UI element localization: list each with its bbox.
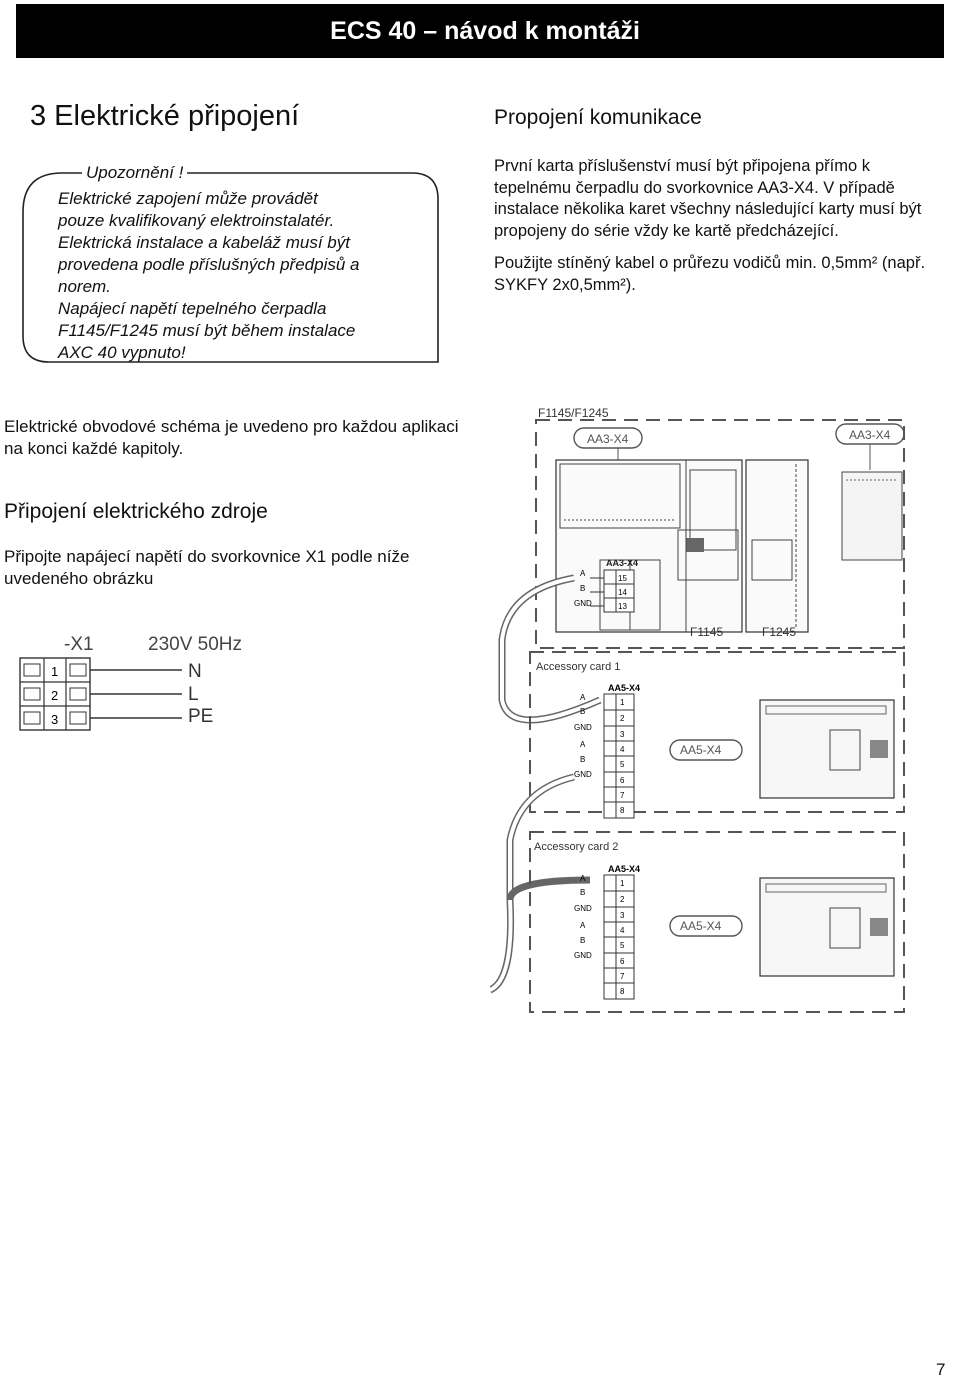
- bus-signal: A: [580, 740, 586, 749]
- aa3-terminal-title: AA3-X4: [606, 558, 639, 568]
- bus-signal: GND: [574, 723, 592, 732]
- accessory-card-2-terminal: [574, 864, 640, 999]
- warning-line: pouze kvalifikovaný elektroinstalatér.: [58, 211, 335, 230]
- accessory-card-1-label: Accessory card 1: [536, 661, 621, 673]
- terminal-number: 3: [51, 712, 59, 727]
- aa5-pin: 6: [620, 957, 625, 966]
- accessory-card-1-board: [760, 700, 894, 798]
- bus-signal: B: [580, 936, 586, 945]
- pump-model-label: F1245: [762, 625, 797, 639]
- aa5-pin: 1: [620, 698, 625, 707]
- aa5-terminal-title: AA5-X4: [608, 683, 641, 693]
- warning-line: provedena podle příslušných předpisů a: [58, 255, 360, 274]
- wire-label: L: [188, 684, 199, 705]
- bus-signal: A: [580, 921, 586, 930]
- bus-signal: A: [580, 874, 586, 883]
- accessory-card-2-label: Accessory card 2: [534, 841, 619, 853]
- aa5-pin: 6: [620, 776, 625, 785]
- terminal-number: 2: [51, 688, 59, 703]
- bus-signal: GND: [574, 599, 592, 608]
- voltage-label: 230V 50Hz: [148, 634, 243, 655]
- schema-note: Elektrické obvodové schéma je uvedeno pro každou aplikaci na konci každé kapitoly.: [4, 417, 459, 458]
- bus-signal: B: [580, 584, 586, 593]
- page-number: 7: [936, 1360, 946, 1379]
- terminal-number: 1: [51, 664, 59, 679]
- bus-signal: A: [580, 569, 586, 578]
- aa5-pin: 5: [620, 941, 625, 950]
- section-title: 3 Elektrické připojení: [30, 100, 300, 132]
- bus-signal: GND: [574, 951, 592, 960]
- aa5-pin: 4: [620, 745, 625, 754]
- aa5-label: AA5-X4: [680, 919, 722, 933]
- warning-line: Elektrické zapojení může provádět: [58, 189, 318, 208]
- aa3-pin: 14: [618, 588, 627, 597]
- warning-line: F1145/F1245 musí být během instalace: [58, 321, 356, 340]
- heat-pump-label: F1145/F1245: [538, 406, 609, 420]
- warning-line: norem.: [58, 277, 111, 296]
- aa5-pin: 7: [620, 972, 625, 981]
- bus-signal: B: [580, 755, 586, 764]
- communication-paragraph: První karta příslušenství musí být připojena přímo k tepelnému čerpadlu do svorkovnice AA3-X4. V případě instalace několika karet všechny následující karty musí být propojeny do série vždy ke kartě předcházející.: [494, 157, 922, 240]
- aa5-pin: 7: [620, 791, 625, 800]
- aa5-pin: 3: [620, 911, 625, 920]
- aa3-pin: 13: [618, 602, 627, 611]
- power-title: Připojení elektrického zdroje: [4, 500, 268, 523]
- bus-signal: B: [580, 707, 586, 716]
- aa3-pin: 15: [618, 574, 627, 583]
- aa5-pin: 2: [620, 714, 625, 723]
- warning-text: [58, 188, 418, 364]
- aa5-pin: 8: [620, 987, 625, 996]
- power-text: Připojte napájecí napětí do svorkovnice X1 podle níže uvedeného obrázku: [4, 547, 410, 588]
- accessory-wiring-diagram: [490, 400, 910, 1020]
- header-bar: [16, 4, 944, 58]
- aa5-pin: 4: [620, 926, 625, 935]
- aa3-label: AA3-X4: [849, 428, 891, 442]
- document-title: ECS 40 – návod k montáži: [330, 16, 640, 45]
- communication-title: Propojení komunikace: [494, 106, 702, 129]
- communication-text: [494, 156, 934, 307]
- wire-label: N: [188, 661, 202, 682]
- bus-signal: GND: [574, 904, 592, 913]
- aa5-pin: 3: [620, 730, 625, 739]
- aa5-pin: 5: [620, 760, 625, 769]
- warning-line: Napájecí napětí tepelného čerpadla: [58, 299, 327, 318]
- aa3-label: AA3-X4: [587, 432, 629, 446]
- x1-label: -X1: [64, 634, 94, 655]
- warning-title: Upozornění !: [82, 163, 187, 183]
- accessory-card-2-board: [760, 878, 894, 976]
- warning-line: Elektrická instalace a kabeláž musí být: [58, 233, 350, 252]
- bus-signal: GND: [574, 770, 592, 779]
- bus-signal: A: [580, 693, 586, 702]
- warning-line: AXC 40 vypnuto!: [58, 343, 186, 362]
- f1245-unit: [746, 460, 902, 632]
- aa5-pin: 2: [620, 895, 625, 904]
- x1-terminal-diagram: [16, 628, 256, 738]
- aa5-terminal-title: AA5-X4: [608, 864, 641, 874]
- aa5-pin: 1: [620, 879, 625, 888]
- bus-signal: B: [580, 888, 586, 897]
- aa5-label: AA5-X4: [680, 743, 722, 757]
- communication-paragraph: Použijte stíněný kabel o průřezu vodičů min. 0,5mm² (např. SYKFY 2x0,5mm²).: [494, 254, 926, 294]
- wire-label: PE: [188, 706, 214, 727]
- pump-model-label: F1145: [690, 625, 724, 639]
- aa5-pin: 8: [620, 806, 625, 815]
